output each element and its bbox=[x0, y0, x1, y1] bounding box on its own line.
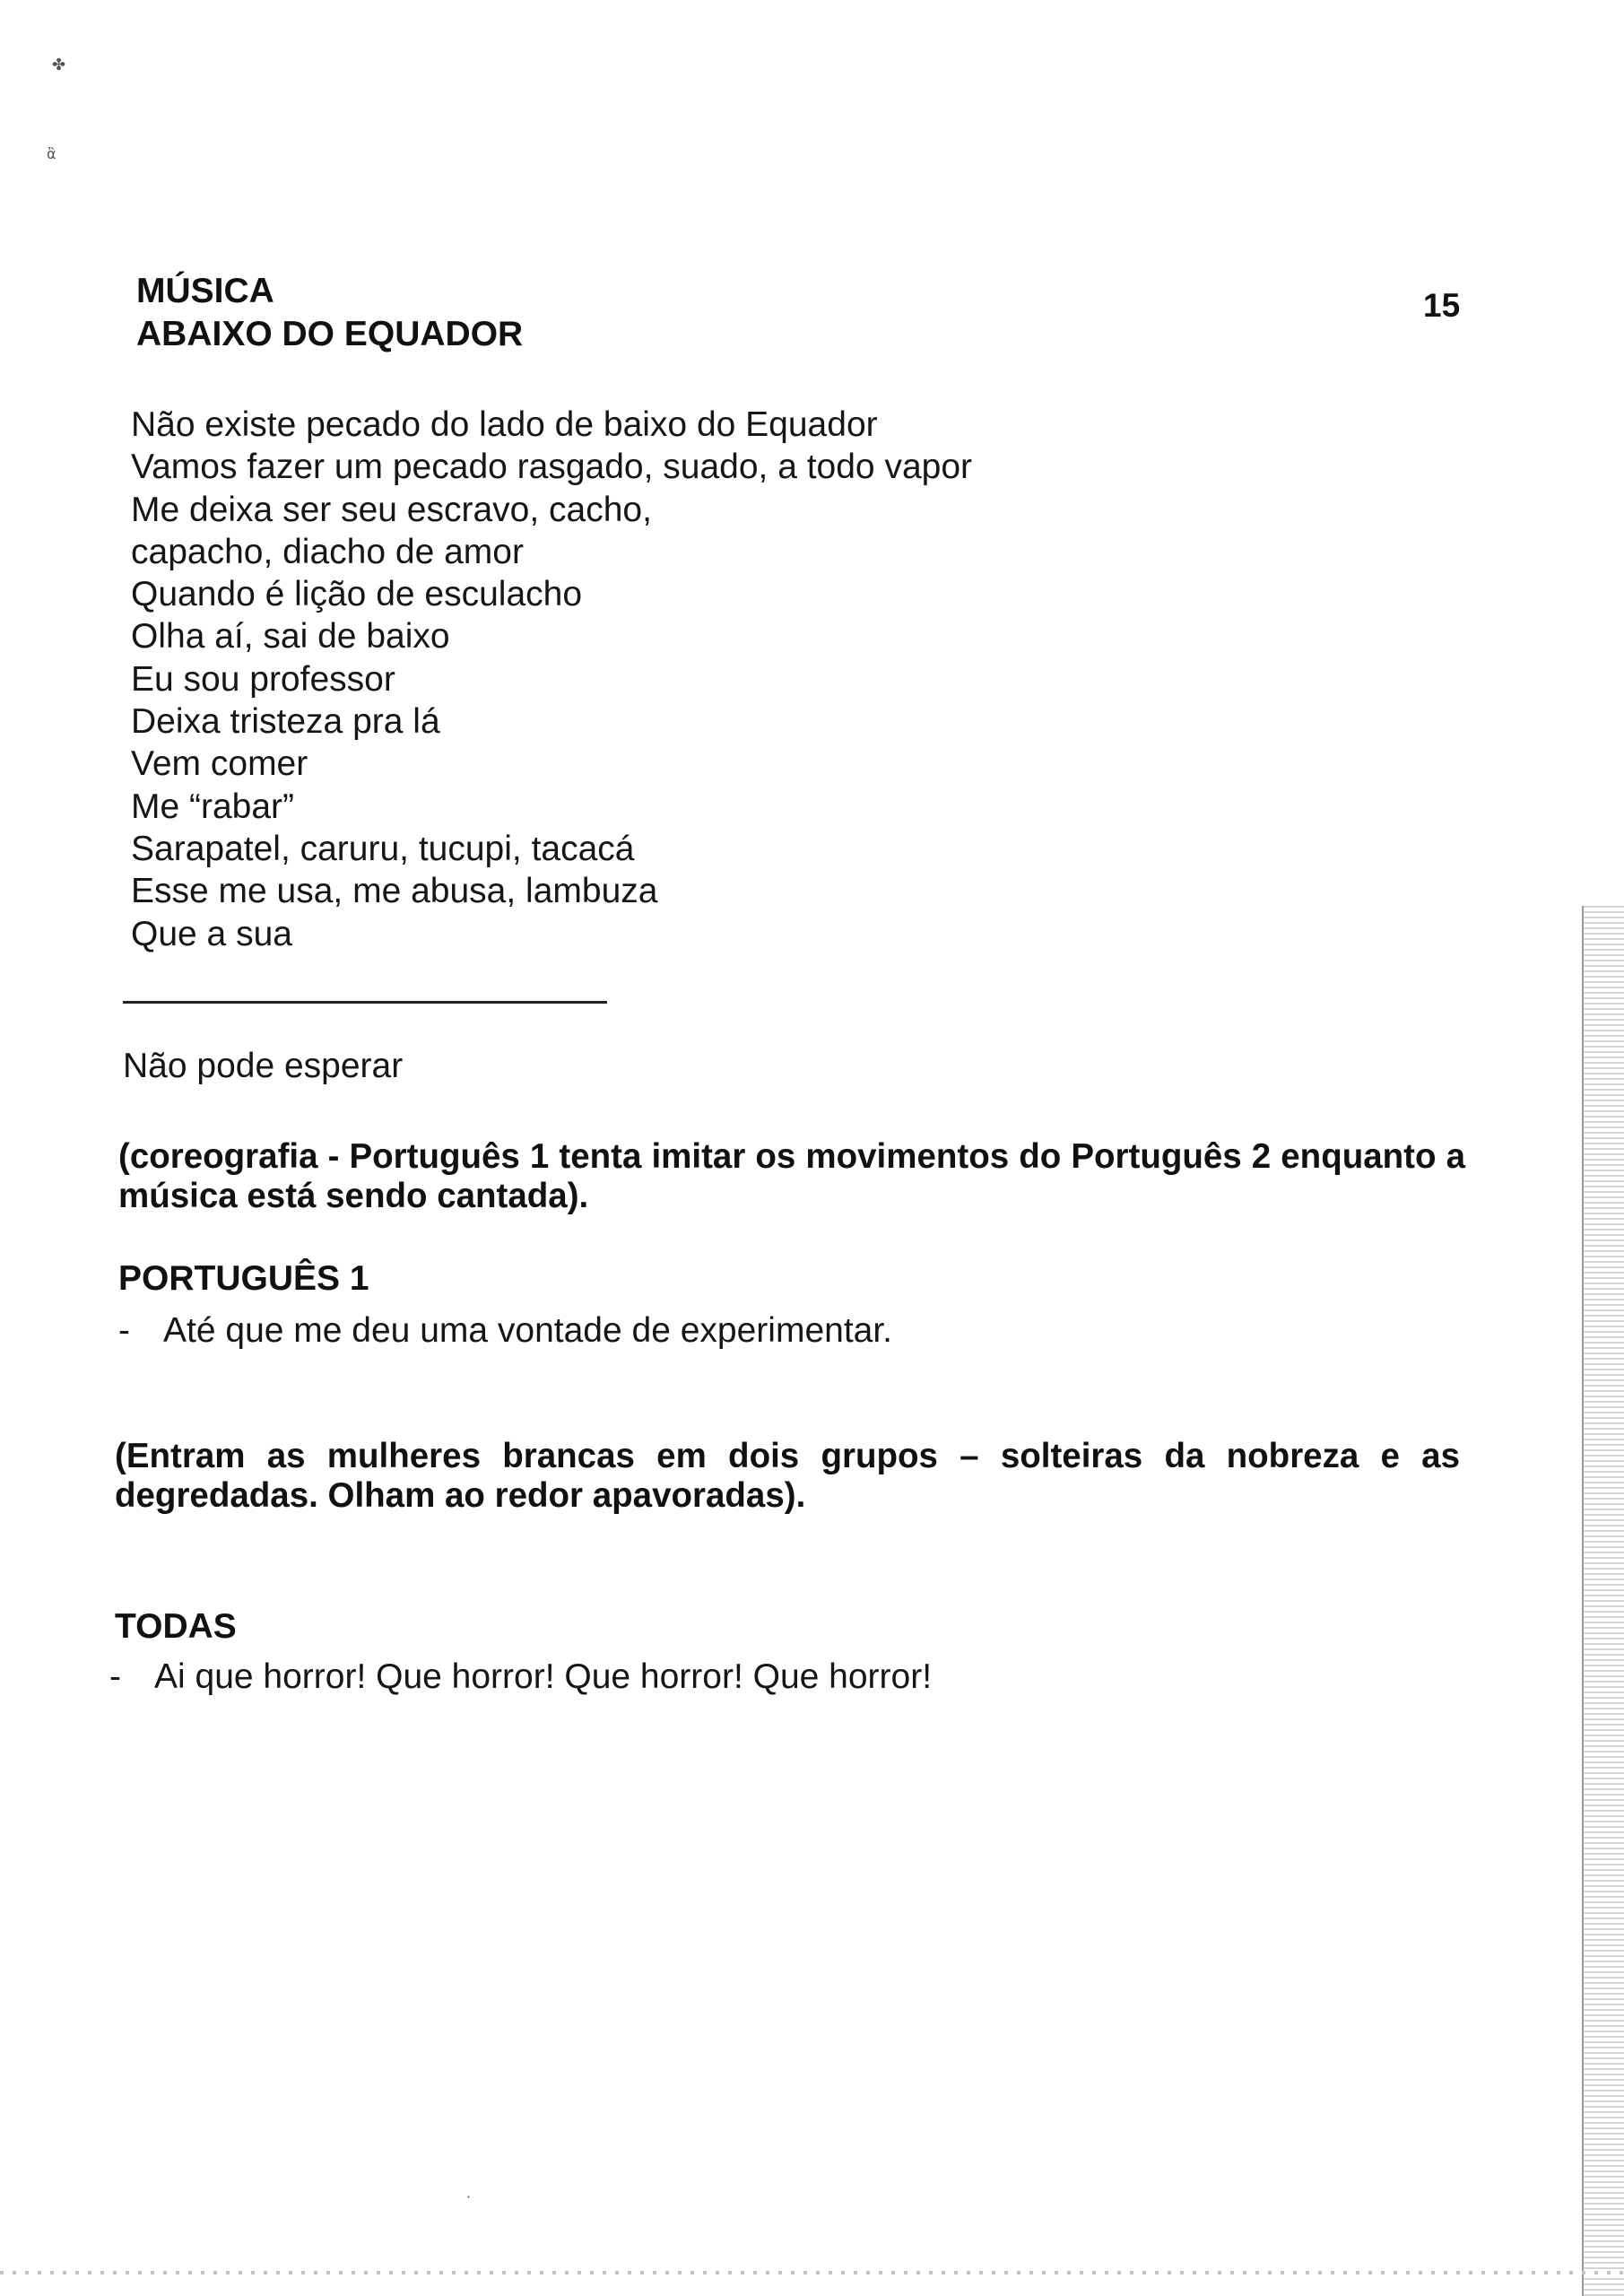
lyric-line: Esse me usa, me abusa, lambuza bbox=[131, 872, 658, 911]
fill-in-blank-line bbox=[123, 1001, 607, 1004]
lyric-line: Não existe pecado do lado de baixo do Equador bbox=[131, 405, 878, 444]
speech-dash: - bbox=[118, 1311, 130, 1350]
lyric-line: capacho, diacho de amor bbox=[131, 532, 524, 571]
scan-speck: ✤ bbox=[52, 56, 66, 74]
stage-direction: (coreografia - Português 1 tenta imitar os movimentos do Português 2 enquanto a música está sendo cantada). bbox=[118, 1137, 1465, 1215]
lyrics-block bbox=[131, 404, 972, 955]
scan-speck: ἂ bbox=[47, 145, 56, 162]
speech-dash: - bbox=[109, 1657, 121, 1696]
lyric-line: Quando é lição de esculacho bbox=[131, 575, 583, 614]
scan-speck: · bbox=[466, 2188, 472, 2205]
lyric-line: Sarapatel, caruru, tucupi, tacacá bbox=[131, 829, 635, 868]
speech-line bbox=[109, 1656, 932, 1699]
scan-edge-right-line bbox=[1582, 906, 1584, 2296]
speaker-name: PORTUGUÊS 1 bbox=[118, 1259, 369, 1298]
speaker-name: TODAS bbox=[115, 1607, 237, 1646]
lyric-line: Vem comer bbox=[131, 744, 308, 784]
lyric-line: Eu sou professor bbox=[131, 659, 395, 699]
stage-direction: (Entram as mulheres brancas em dois grupos – solteiras da nobreza e as degredadas. Olham ao redor apavoradas). bbox=[115, 1437, 1460, 1515]
lyric-line: Vamos fazer um pecado rasgado, suado, a todo vapor bbox=[131, 448, 973, 487]
speech-text: Até que me deu uma vontade de experimentar. bbox=[163, 1311, 893, 1350]
scan-edge-bottom bbox=[0, 2271, 1624, 2274]
lyric-line: Me “rabar” bbox=[131, 787, 295, 826]
scan-edge-right bbox=[1584, 906, 1624, 2296]
lyric-line-after-blank: Não pode esperar bbox=[123, 1047, 404, 1085]
lyric-line: Deixa tristeza pra lá bbox=[131, 702, 440, 742]
speech-line bbox=[118, 1309, 892, 1352]
page-number: 15 bbox=[1423, 287, 1461, 324]
song-title: ABAIXO DO EQUADOR bbox=[136, 315, 524, 353]
section-label: MÚSICA bbox=[136, 272, 274, 310]
lyric-line: Que a sua bbox=[131, 914, 292, 953]
speech-text: Ai que horror! Que horror! Que horror! Que horror! bbox=[154, 1657, 933, 1696]
lyric-line: Me deixa ser seu escravo, cacho, bbox=[131, 490, 652, 529]
lyric-line: Olha aí, sai de baixo bbox=[131, 617, 450, 657]
